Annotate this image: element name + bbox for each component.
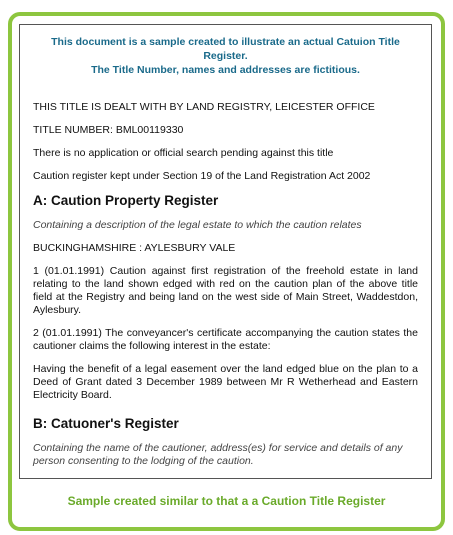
section-b-entry-1: [33, 478, 418, 479]
register-section: Caution register kept under Section 19 of the Land Registration Act 2002: [33, 170, 371, 182]
district: BUCKINGHAMSHIRE : AYLESBURY VALE: [33, 242, 236, 254]
section-a-heading: A: Caution Property Register: [33, 193, 219, 208]
section-b-description: Containing the name of the cautioner, address(es) for service and details of any person consenting to the lodging of the caution.: [33, 442, 403, 467]
sample-notice-line1: This document is a sample created to illustrate an actual Catuion Title Register.: [51, 36, 400, 62]
sample-notice: [33, 35, 418, 77]
section-a-entry-1: 1 (01.01.1991) Caution against first registration of the freehold estate in land relating to the land shown edged with red on the caution plan of the above title field at the Registry and being land on the west side of Main Street, Waddestdon, Aylesbury.: [33, 265, 418, 316]
section-b-heading: B: Catuoner's Register: [33, 416, 179, 431]
sample-notice-line2: The Title Number, names and addresses are fictitious.: [91, 64, 360, 76]
title-register-document: [19, 24, 432, 479]
pending-statement: There is no application or official search pending against this title: [33, 147, 334, 159]
title-number: TITLE NUMBER: BML00119330: [33, 124, 184, 136]
sample-caption: Sample created similar to that a a Caution Title Register: [67, 494, 386, 508]
section-a-description: Containing a description of the legal estate to which the caution relates: [33, 219, 362, 231]
section-a-entry-2: 2 (01.01.1991) The conveyancer's certificate accompanying the caution states the cautioner claims the following interest in the estate:: [33, 327, 418, 352]
registry-office: THIS TITLE IS DEALT WITH BY LAND REGISTRY, LEICESTER OFFICE: [33, 101, 375, 113]
interest-statement: Having the benefit of a legal easement over the land edged blue on the plan to a Deed of Grant dated 3 December 1989 between Mr R Wetherhead and Eastern Electricity Board.: [33, 363, 418, 401]
